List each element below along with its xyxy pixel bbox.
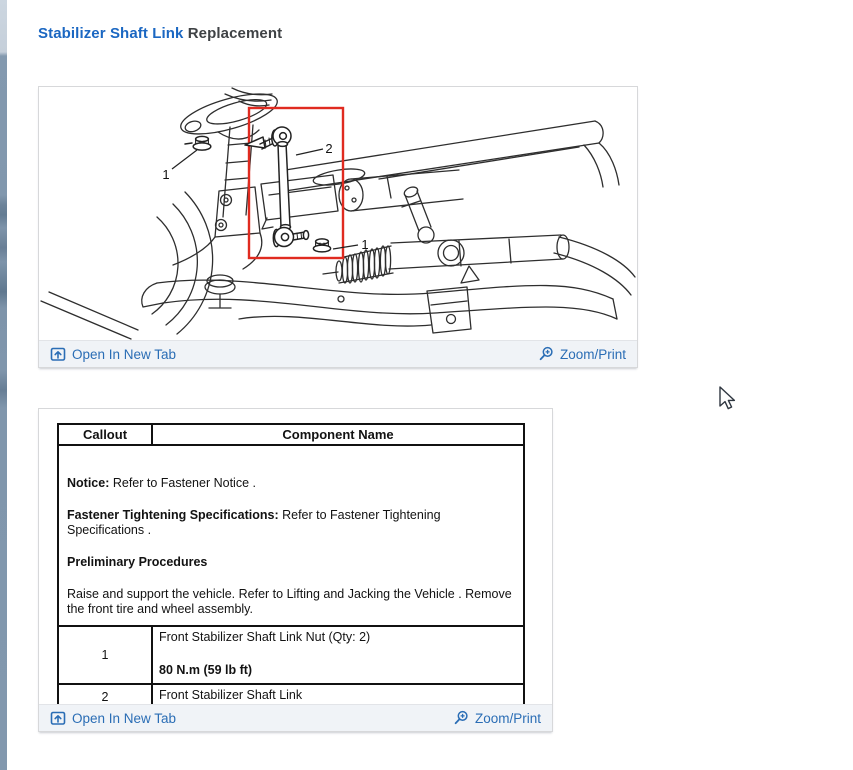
row1-torque-spec: 80 N.m (59 lb ft) — [159, 663, 253, 678]
notice-text: Refer to Fastener Notice . — [112, 476, 256, 490]
row2-component-name: Front Stabilizer Shaft Link — [152, 684, 524, 705]
callout-link: 2 — [325, 141, 333, 156]
spec-open-in-new-tab-label: Open In New Tab — [72, 710, 177, 726]
header-callout: Callout — [58, 424, 152, 445]
table-row — [58, 626, 524, 684]
table-row — [58, 684, 524, 705]
window-edge-strip — [0, 0, 7, 770]
header-component-name: Component Name — [152, 424, 524, 445]
spec-open-in-new-tab-link[interactable] — [50, 710, 176, 726]
figure-open-in-new-tab-link[interactable] — [50, 346, 176, 362]
spec-zoom-print-label: Zoom/Print — [474, 710, 541, 726]
callout-left-nut: 1 — [162, 167, 170, 182]
page-title — [38, 25, 282, 42]
highlight-box — [249, 108, 343, 258]
notice-label: Notice: — [67, 476, 110, 490]
figure-zoom-print-link[interactable] — [538, 346, 626, 362]
notice-line — [67, 476, 515, 491]
spec-table-area — [39, 409, 552, 704]
fastener-text: Refer to Fastener Tightening Specifications . — [67, 508, 441, 537]
figure-open-in-new-tab-label: Open In New Tab — [72, 346, 177, 362]
fastener-label: Fastener Tightening Specifications: — [67, 508, 279, 522]
zoom-print-icon — [538, 346, 554, 362]
row1-component-cell — [152, 626, 524, 684]
suspension-diagram — [39, 87, 637, 340]
mouse-cursor — [719, 386, 739, 412]
title-suffix-replacement: Replacement — [187, 25, 283, 42]
spec-zoom-print-link[interactable] — [453, 710, 541, 726]
spec-footer-bar — [39, 704, 552, 731]
notice-cell — [58, 445, 524, 626]
preliminary-body: Raise and support the vehicle. Refer to Lifting and Jacking the Vehicle . Remove the front tire and wheel assembly. — [67, 587, 512, 616]
row1-callout: 1 — [58, 626, 152, 684]
chassis-line-art — [41, 87, 635, 339]
figure-area — [39, 87, 637, 340]
figure-zoom-print-label: Zoom/Print — [559, 346, 626, 362]
open-in-new-tab-icon — [50, 710, 66, 726]
zoom-print-icon — [453, 710, 469, 726]
fastener-line — [67, 508, 515, 538]
callout-leaders — [172, 149, 358, 249]
notice-row — [58, 445, 524, 626]
figure-panel — [38, 86, 638, 368]
preliminary-heading: Preliminary Procedures — [67, 555, 208, 569]
component-table — [57, 423, 525, 704]
open-in-new-tab-icon — [50, 346, 66, 362]
title-link-stabilizer-shaft-link[interactable]: Stabilizer Shaft Link — [38, 25, 184, 42]
row2-callout: 2 — [58, 684, 152, 705]
callout-right-nut: 1 — [361, 237, 369, 252]
spec-panel — [38, 408, 553, 732]
figure-footer-bar — [39, 340, 637, 367]
table-header-row — [58, 424, 524, 445]
row1-component-name: Front Stabilizer Shaft Link Nut (Qty: 2) — [159, 630, 371, 644]
